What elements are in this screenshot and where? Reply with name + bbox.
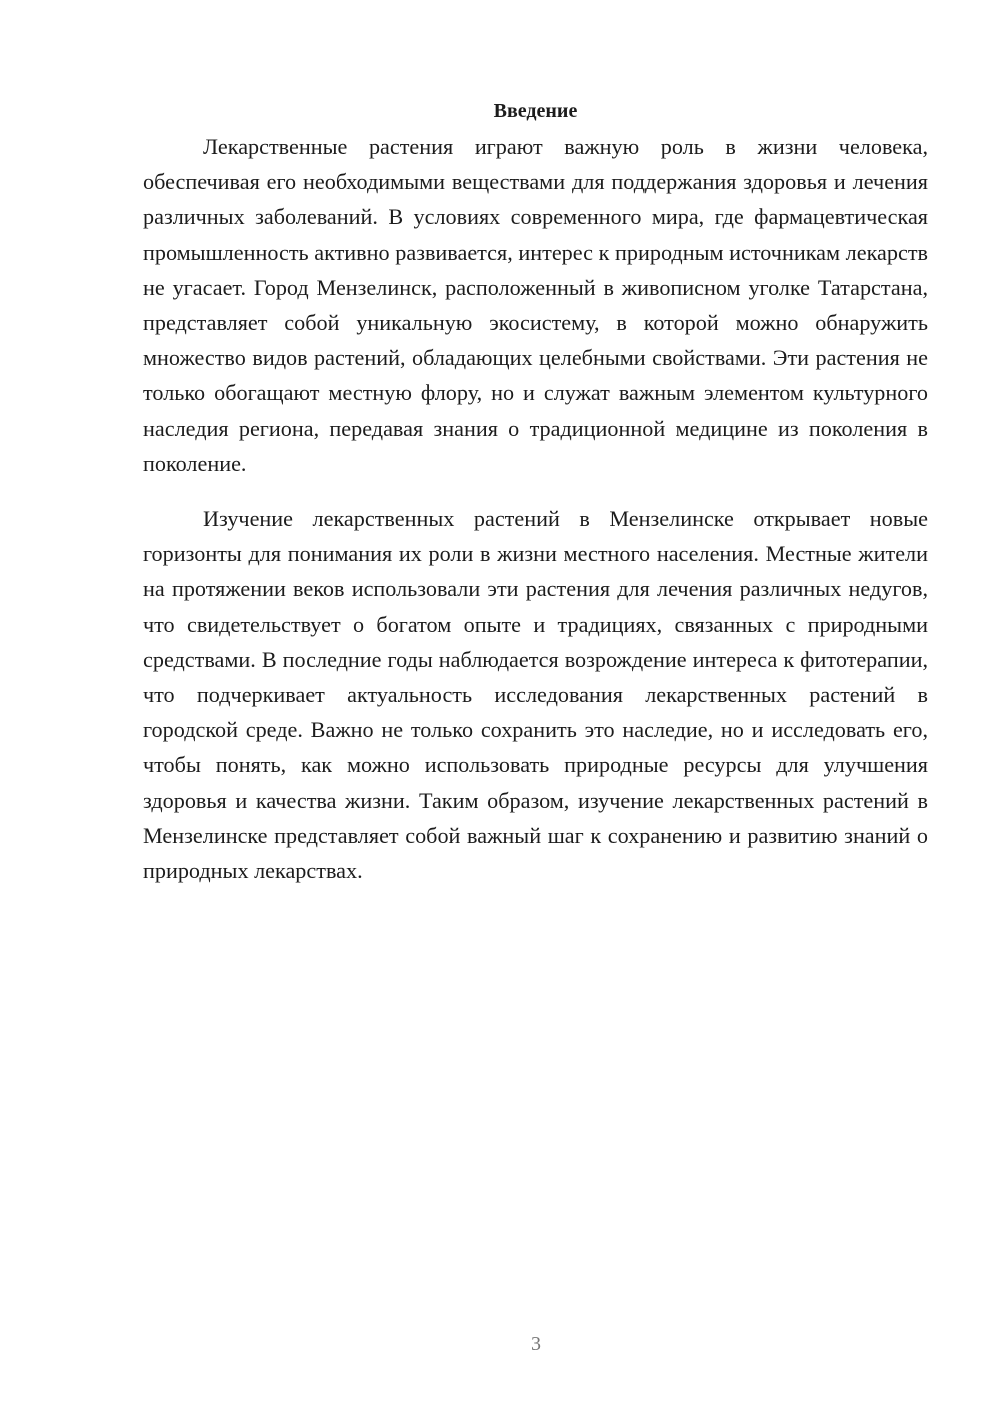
section-heading: Введение [493, 100, 578, 122]
paragraph-2: Изучение лекарственных растений в Мензелинске открывает новые горизонты для понимания их роли в жизни местного населения. Местные жители на протяжении веков использовали эти растения для лечения различных недугов, что свидетельствует о богатом опыте и традициях, связанных с природными средствами. В последние годы наблюдается возрождение интереса к фитотерапии, что подчеркивает актуальность исследования лекарственных растений в городской среде. Важно не только сохранить это наследие, но и исследовать его, чтобы понять, как можно использовать природные ресурсы для улучшения здоровья и качества жизни. Таким образом, изучение лекарственных растений в Мензелинске представляет собой важный шаг к сохранению и развитию знаний о природных лекарствах. [143, 506, 928, 884]
page-content [143, 95, 928, 888]
paragraph-1: Лекарственные растения играют важную роль в жизни человека, обеспечивая его необходимыми веществами для поддержания здоровья и лечения различных заболеваний. В условиях современного мира, где фармацевтическая промышленность активно развивается, интерес к природным источникам лекарств не угасает. Город Мензелинск, расположенный в живописном уголке Татарстана, представляет собой уникальную экосистему, в которой можно обнаружить множество видов растений, обладающих целебными свойствами. Эти растения не только обогащают местную флору, но и служат важным элементом культурного наследия региона, передавая знания о традиционной медицине из поколения в поколение. [143, 134, 928, 476]
page-number: 3 [531, 1333, 541, 1355]
